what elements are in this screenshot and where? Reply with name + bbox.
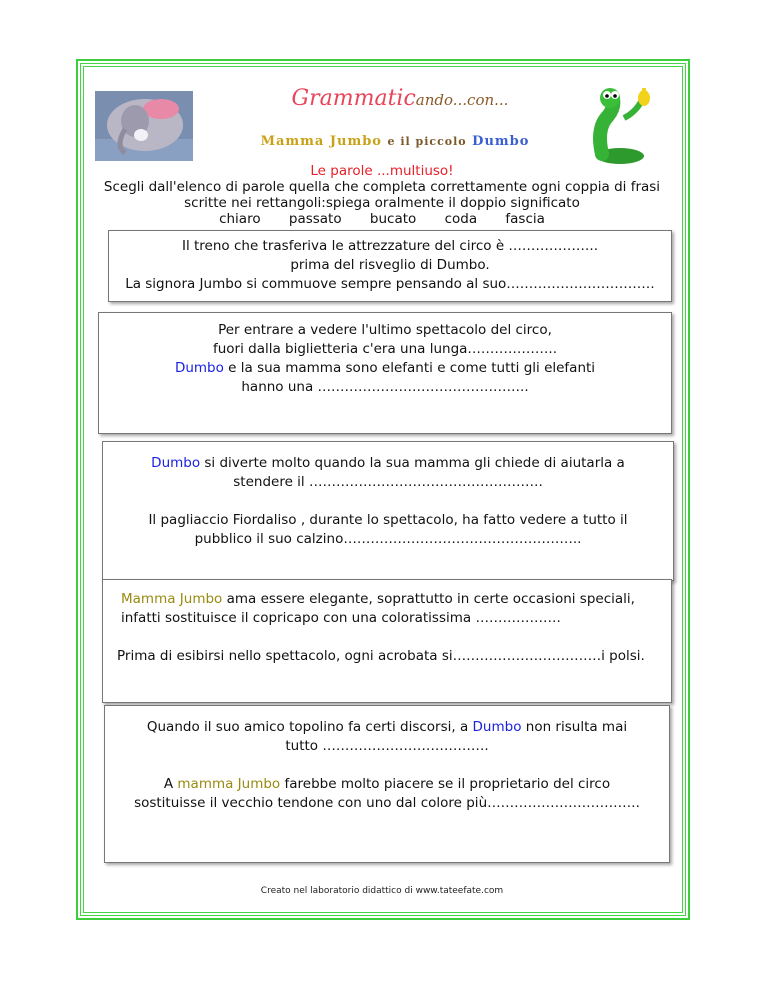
sentence-line: tutto ………………………………. xyxy=(285,738,489,754)
word-item: coda xyxy=(444,211,478,227)
sentence-line xyxy=(105,718,669,737)
sentence-text: A xyxy=(163,776,178,792)
exercise-box-1 xyxy=(108,230,672,302)
name-dumbo: Dumbo xyxy=(174,360,224,376)
instructions-line-2: scritte nei rettangoli:spiega oralmente il doppio significato xyxy=(184,195,580,211)
word-item: passato xyxy=(288,211,342,227)
subtitle-mamma-jumbo: Mamma Jumbo xyxy=(260,134,382,149)
footer-credit: Creato nel laboratorio didattico di www.tateefate.com xyxy=(260,886,504,896)
name-dumbo: Dumbo xyxy=(472,719,522,735)
page-subtitle xyxy=(210,134,580,149)
sentence-text: ama essere elegante, soprattutto in certe occasioni speciali, xyxy=(222,591,635,607)
exercise-box-3 xyxy=(102,441,674,581)
subtitle-dumbo: Dumbo xyxy=(472,134,530,149)
page-title xyxy=(280,86,520,111)
word-item: chiaro xyxy=(219,211,261,227)
instructions-line-1: Scegli dall'elenco di parole quella che completa correttamente ogni coppia di frasi xyxy=(103,179,661,195)
sentence-line xyxy=(99,359,671,378)
name-dumbo: Dumbo xyxy=(151,455,201,471)
exercise-box-5 xyxy=(104,705,670,863)
sentence-text: non risulta mai xyxy=(521,719,628,735)
word-item: bucato xyxy=(369,211,417,227)
sentence-line xyxy=(105,775,669,794)
sentence-line: La signora Jumbo si commuove sempre pensando al suo…………………………… xyxy=(125,276,655,292)
sentence-line: sostituisse il vecchio tendone con uno dal colore più……………………………. xyxy=(134,795,640,811)
elephant-illustration xyxy=(95,91,193,161)
instructions xyxy=(86,163,678,227)
sentence-line: Il pagliaccio Fiordaliso , durante lo spettacolo, ha fatto vedere a tutto il xyxy=(148,512,628,528)
word-list xyxy=(86,211,678,227)
exercise-box-4 xyxy=(102,579,672,703)
word-item: fascia xyxy=(505,211,545,227)
name-mamma-jumbo: Mamma Jumbo xyxy=(121,591,223,607)
title-main: Grammatic xyxy=(291,86,416,111)
sentence-line: infatti sostituisce il copricapo con una coloratissima ………………. xyxy=(121,610,561,626)
sentence-line: fuori dalla biglietteria c'era una lunga……………….. xyxy=(212,341,558,357)
subtitle-connector: e il piccolo xyxy=(387,135,467,148)
sentence-text: Quando il suo amico topolino fa certi discorsi, a xyxy=(146,719,473,735)
sentence-text: si diverte molto quando la sua mamma gli chiede di aiutarla a xyxy=(200,455,625,471)
mascot-character xyxy=(590,88,660,166)
sentence-line: Il treno che trasferiva le attrezzature del circo è ……………….. xyxy=(181,238,599,254)
sentence-line: Per entrare a vedere l'ultimo spettacolo del circo, xyxy=(218,322,552,338)
title-suffix: ando...con... xyxy=(415,91,509,109)
sentence-line: pubblico il suo calzino…………………………………………….. xyxy=(194,531,582,547)
sentence-line: Prima di esibirsi nello spettacolo, ogni acrobata si……………………………i polsi. xyxy=(117,648,645,664)
exercise-box-2 xyxy=(98,312,672,434)
sentence-line xyxy=(103,590,671,609)
sentence-text: farebbe molto piacere se il proprietario del circo xyxy=(280,776,611,792)
sentence-line: hanno una ……………………………………….. xyxy=(241,379,529,395)
sentence-line: prima del risveglio di Dumbo. xyxy=(290,257,490,273)
sentence-text: e la sua mamma sono elefanti e come tutti gli elefanti xyxy=(223,360,596,376)
instructions-heading: Le parole ...multiuso! xyxy=(310,163,454,179)
name-mamma-jumbo: mamma Jumbo xyxy=(177,776,281,792)
sentence-line: stendere il ……………………………………………. xyxy=(233,474,543,490)
sentence-line xyxy=(103,454,673,473)
